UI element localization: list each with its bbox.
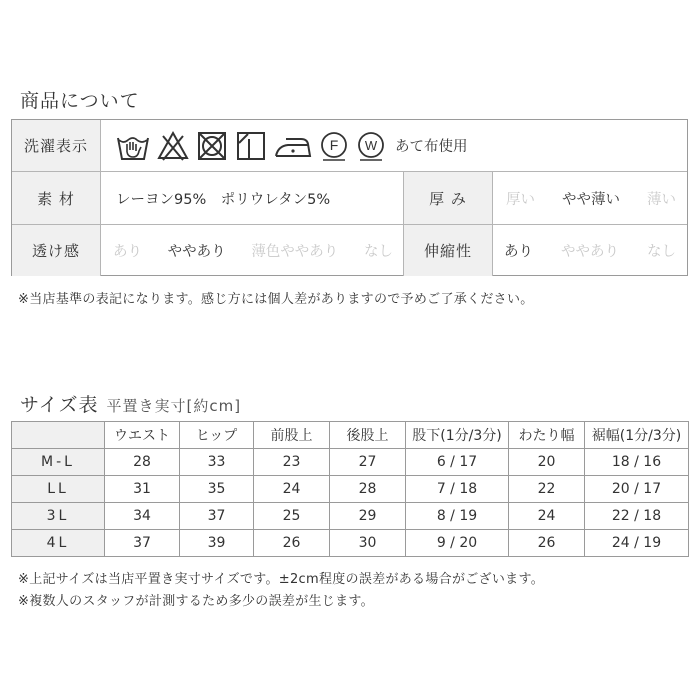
- transparency-option-slightly: ややあり: [167, 244, 226, 260]
- table-cell: 29: [330, 503, 406, 530]
- table-row: [12, 449, 689, 476]
- table-cell: 6 / 17: [406, 449, 509, 476]
- table-row: [12, 476, 689, 503]
- size-subtitle: 平置き実寸[約cm]: [106, 397, 242, 415]
- material-label: 素 材: [12, 172, 101, 224]
- product-note: ※当店基準の表記になります。感じ方には個人差がありますので予めご了承ください。: [18, 292, 534, 307]
- table-cell: 9 / 20: [406, 530, 509, 557]
- thickness-options: [506, 172, 688, 224]
- column-header: 裾幅(1分/3分): [585, 422, 689, 449]
- table-cell: 26: [254, 530, 330, 557]
- size-header-row: [12, 422, 689, 449]
- transparency-options: [113, 225, 403, 276]
- table-cell: 35: [180, 476, 254, 503]
- size-note-1: ※上記サイズは当店平置き実寸サイズです。±2cm程度の誤差がある場合がございます。: [18, 572, 545, 587]
- material-row: [12, 171, 687, 224]
- row-header: LL: [12, 476, 105, 503]
- hand-wash-icon: [116, 130, 150, 162]
- iron-low-icon: [274, 130, 312, 162]
- washing-label: 洗濯表示: [12, 120, 101, 171]
- table-cell: 8 / 19: [406, 503, 509, 530]
- line-dry-icon: [235, 130, 267, 162]
- thickness-option-slightly-thin: やや薄い: [562, 191, 620, 208]
- size-corner-cell: [12, 422, 105, 449]
- washing-text: あて布使用: [395, 139, 468, 155]
- column-header: ヒップ: [180, 422, 254, 449]
- table-cell: 24: [254, 476, 330, 503]
- transparency-row: [12, 224, 687, 276]
- column-header: 股下(1分/3分): [406, 422, 509, 449]
- stretch-option-yes: あり: [504, 244, 533, 260]
- transparency-option-none: なし: [363, 244, 393, 260]
- table-cell: 33: [180, 449, 254, 476]
- stretch-option-slightly: ややあり: [561, 244, 619, 260]
- table-cell: 22 / 18: [585, 503, 689, 530]
- row-header: M-L: [12, 449, 105, 476]
- column-header: ウエスト: [105, 422, 180, 449]
- thickness-label: 厚 み: [403, 172, 493, 224]
- wet-clean-w-icon: [356, 130, 386, 162]
- size-title: サイズ表: [20, 394, 99, 416]
- product-heading: [20, 86, 140, 113]
- table-cell: 30: [330, 530, 406, 557]
- column-header: 前股上: [254, 422, 330, 449]
- stretch-label: 伸縮性: [403, 225, 493, 276]
- column-header: わたり幅: [509, 422, 585, 449]
- table-row: [12, 530, 689, 557]
- transparency-option-yes: あり: [113, 244, 142, 260]
- table-cell: 23: [254, 449, 330, 476]
- table-cell: 24: [509, 503, 585, 530]
- svg-text:W: W: [364, 137, 378, 153]
- svg-text:F: F: [329, 136, 339, 153]
- table-cell: 25: [254, 503, 330, 530]
- table-row: [12, 503, 689, 530]
- table-cell: 28: [330, 476, 406, 503]
- product-title: 商品について: [20, 90, 140, 112]
- table-cell: 28: [105, 449, 180, 476]
- table-cell: 7 / 18: [406, 476, 509, 503]
- no-tumble-dry-icon: [196, 130, 228, 162]
- table-cell: 20 / 17: [585, 476, 689, 503]
- table-cell: 24 / 19: [585, 530, 689, 557]
- table-cell: 31: [105, 476, 180, 503]
- thickness-option-thin: 薄い: [647, 191, 676, 208]
- stretch-option-none: なし: [647, 244, 676, 260]
- stretch-options: [504, 225, 688, 276]
- size-table: [11, 421, 689, 557]
- dry-clean-f-icon: [319, 130, 349, 162]
- table-cell: 39: [180, 530, 254, 557]
- washing-icons: [116, 120, 468, 171]
- transparency-option-light-slightly: 薄色ややあり: [251, 244, 339, 260]
- size-note-2: ※複数人のスタッフが計測するため多少の誤差が生じます。: [18, 594, 374, 609]
- table-cell: 37: [180, 503, 254, 530]
- table-cell: 34: [105, 503, 180, 530]
- transparency-label: 透け感: [12, 225, 101, 276]
- thickness-option-thick: 厚い: [506, 191, 535, 208]
- table-cell: 37: [105, 530, 180, 557]
- material-value: レーヨン95% ポリウレタン5%: [116, 191, 331, 208]
- row-header: 3L: [12, 503, 105, 530]
- product-table: [11, 119, 688, 276]
- size-heading: [20, 390, 241, 417]
- no-bleach-icon: [157, 130, 189, 162]
- table-cell: 18 / 16: [585, 449, 689, 476]
- column-header: 後股上: [330, 422, 406, 449]
- washing-row: [12, 120, 687, 171]
- table-cell: 20: [509, 449, 585, 476]
- table-cell: 27: [330, 449, 406, 476]
- row-header: 4L: [12, 530, 105, 557]
- table-cell: 22: [509, 476, 585, 503]
- table-cell: 26: [509, 530, 585, 557]
